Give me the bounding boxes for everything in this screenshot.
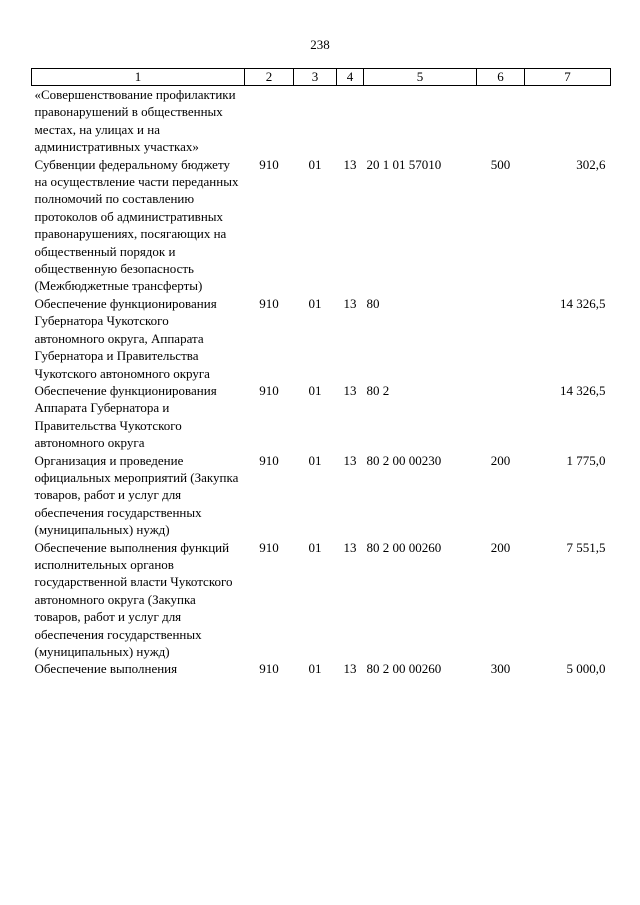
row-subsection-cell: 13 (343, 539, 357, 555)
row-amount-cell: 5 000,0 (566, 661, 606, 677)
row-name-cell: Субвенции федеральному бюджету на осуществление части переданных полномочий по составлению протоколов об административных правонарушениях, посягающих на общественный порядок и общественную безопасность (Межбюджетные трансферты) (34, 156, 239, 294)
row-amount-cell: 14 326,5 (560, 382, 606, 398)
row-subsection-cell (337, 86, 364, 156)
row-target-cell: 80 2 00 00260 (366, 539, 442, 555)
row-amount-cell: 1 775,0 (566, 452, 606, 468)
row-ministry-cell: 910 (259, 539, 279, 555)
row-amount-cell: 302,6 (576, 156, 606, 172)
header-cell: 5 (364, 69, 477, 86)
row-ministry-cell: 910 (259, 661, 279, 677)
row-section-cell: 01 (308, 382, 322, 398)
header-cell: 7 (525, 69, 611, 86)
row-expense-type-cell (477, 382, 525, 452)
row-target-cell: 80 2 00 00230 (366, 452, 442, 468)
table-row (32, 660, 611, 677)
row-name-cell: Обеспечение выполнения функций исполнительных органов государственной власти Чукотского автономного округа (Закупка товаров, работ и услуг для обеспечения государственных (муниципальных) нужд) (34, 539, 233, 659)
row-amount-cell (525, 86, 611, 156)
row-target-cell: 80 2 (366, 382, 390, 398)
header-cell: 1 (32, 69, 245, 86)
row-expense-type-cell: 500 (490, 156, 511, 172)
row-name-cell: «Совершенствование профилактики правонарушений в общественных местах, на улицах и на административных участках» (34, 87, 236, 155)
row-subsection-cell: 13 (343, 295, 357, 311)
row-expense-type-cell: 200 (490, 452, 511, 468)
row-section-cell: 01 (308, 295, 322, 311)
table-row (32, 156, 611, 295)
row-subsection-cell: 13 (343, 156, 357, 172)
budget-table (31, 68, 611, 678)
row-ministry-cell (245, 86, 294, 156)
row-name-cell: Организация и проведение официальных мероприятий (Закупка товаров, работ и услуг для обеспечения государственных (муниципальных) нужд) (34, 452, 239, 538)
row-expense-type-cell (477, 295, 525, 382)
row-expense-type-cell (477, 86, 525, 156)
row-section-cell (294, 86, 337, 156)
row-expense-type-cell: 300 (490, 661, 511, 677)
row-target-cell: 20 1 01 57010 (366, 156, 442, 172)
row-target-cell: 80 (366, 295, 380, 311)
row-name-cell: Обеспечение функционирования Губернатора Чукотского автономного округа, Аппарата Губернатора и Правительства Чукотского автономного округа (34, 295, 217, 381)
row-section-cell: 01 (308, 156, 322, 172)
row-name-cell: Обеспечение выполнения (34, 661, 178, 677)
table-header-row (32, 69, 611, 86)
table-row (32, 382, 611, 452)
row-name-cell: Обеспечение функционирования Аппарата Губернатора и Правительства Чукотского автономного округа (34, 382, 217, 451)
header-cell: 4 (337, 69, 364, 86)
row-section-cell: 01 (308, 661, 322, 677)
page-number: 238 (310, 37, 330, 52)
row-amount-cell: 7 551,5 (566, 539, 606, 555)
row-subsection-cell: 13 (343, 382, 357, 398)
row-subsection-cell: 13 (343, 661, 357, 677)
header-cell: 3 (294, 69, 337, 86)
row-ministry-cell: 910 (259, 295, 279, 311)
row-section-cell: 01 (308, 539, 322, 555)
row-ministry-cell: 910 (259, 452, 279, 468)
row-section-cell: 01 (308, 452, 322, 468)
header-cell: 2 (245, 69, 294, 86)
table-row (32, 452, 611, 539)
header-cell: 6 (477, 69, 525, 86)
row-amount-cell: 14 326,5 (560, 295, 606, 311)
table-row (32, 539, 611, 661)
row-ministry-cell: 910 (259, 156, 279, 172)
table-row (32, 86, 611, 156)
row-target-cell (364, 86, 477, 156)
row-target-cell: 80 2 00 00260 (366, 661, 442, 677)
row-expense-type-cell: 200 (490, 539, 511, 555)
table-row (32, 295, 611, 382)
row-subsection-cell: 13 (343, 452, 357, 468)
row-ministry-cell: 910 (259, 382, 279, 398)
